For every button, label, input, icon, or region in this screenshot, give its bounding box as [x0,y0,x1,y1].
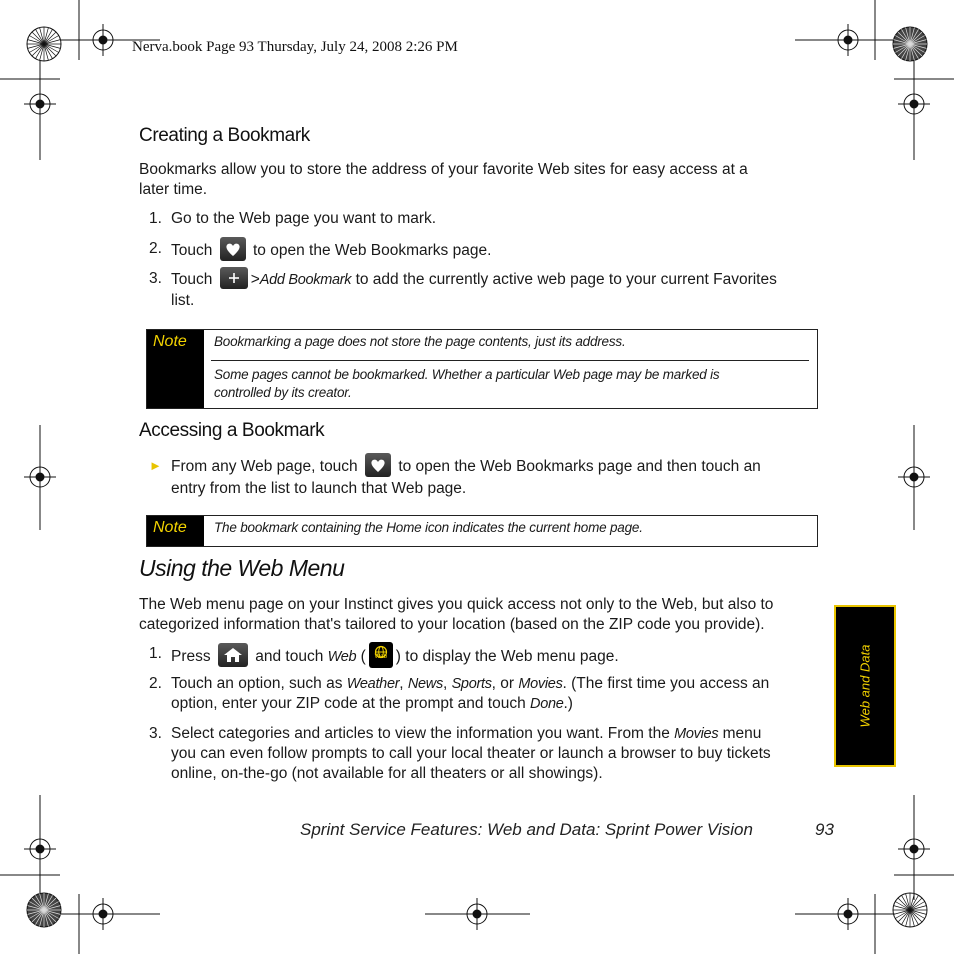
note-line: Some pages cannot be bookmarked. Whether a particular Web page may be marked is [214,367,720,382]
bullet-text [171,455,826,499]
paragraph-web-menu-intro [139,595,829,635]
step-text-post: to add the currently active web page to your current Favorites [355,271,777,289]
step-number: 1. [149,645,162,662]
note-label: Note [147,516,204,546]
step-text: Go to the Web page you want to mark. [171,210,437,227]
comma: , [442,675,448,692]
bookmark-heart-icon [220,237,246,261]
step-text-pre: Select categories and articles to view the information you want. From the [171,725,670,742]
step-text-pre: Touch [171,271,213,289]
paren-open: ( [360,648,366,666]
step-text-post: . (The first time you access an [562,675,770,692]
bullet-text-post: entry from the list to launch that Web page. [171,480,467,497]
step-text-post: ) to display the Web menu page. [395,648,619,666]
intro-line: The Web menu page on your Instinct gives you quick access not only to the Web, but also to [139,596,774,613]
step-text-pre: Touch [171,242,213,260]
step-text-post: to open the Web Bookmarks page. [253,242,492,260]
step-number: 2. [149,240,162,257]
comma: , [399,675,404,692]
intro-line: Bookmarks allow you to store the address of your favorite Web sites for easy access at a [139,161,748,178]
step-text [171,674,826,714]
step-text [171,269,826,311]
step-text-line3: online, on-the-go (not available for all theaters or all showings). [171,765,603,782]
note-text: Bookmarking a page does not store the page contents, just its address. [214,334,626,349]
note-box-home [146,515,818,547]
step-text-post: menu [722,725,762,742]
intro-line: categorized information that's tailored to your location (based on the ZIP code you provide). [139,616,765,633]
step-text [171,644,826,670]
step-text-post: list. [171,292,195,309]
option-news: News [407,676,443,692]
home-icon [218,643,248,667]
heading-using-web-menu: Using the Web Menu [139,555,345,581]
web-label: Web [327,649,357,666]
note-label: Note [147,330,204,408]
step-text [171,724,826,784]
step-text [171,239,826,263]
step-number: 2. [149,675,162,692]
footer-title: Sprint Service Features: Web and Data: Sprint Power Vision [300,820,753,839]
done-label: Done [530,696,564,712]
heading-creating-bookmark: Creating a Bookmark [139,125,310,146]
note-text [214,366,809,402]
header-stamp: Nerva.book Page 93 Thursday, July 24, 2008 2:26 PM [132,39,458,55]
note-divider [211,360,809,361]
step-number: 3. [149,725,162,742]
step-number: 1. [149,210,162,227]
plus-icon [220,267,248,289]
step-text-pre: Touch an option, such as [171,675,343,692]
side-tab-web-and-data [834,605,896,767]
option-weather: Weather [346,676,400,692]
bullet-text-post: to open the Web Bookmarks page and then touch an [398,458,761,476]
option-movies: Movies [518,676,563,692]
intro-line: later time. [139,181,208,198]
add-bookmark-label: Add Bookmark [259,272,352,289]
side-tab-label: Web and Data [857,644,873,728]
heading-accessing-bookmark: Accessing a Bookmark [139,420,325,441]
comma-or: , or [491,675,515,692]
step-number: 3. [149,270,162,287]
note-text: The bookmark containing the Home icon indicates the current home page. [214,520,643,535]
step-text-line2: you can even follow prompts to call your local theater or launch a browser to buy tickets [171,745,771,762]
note-line: controlled by its creator. [214,385,352,400]
page-number: 93 [815,820,834,839]
web-globe-icon [369,642,393,668]
step-text-pre: Press [171,648,211,666]
step-text-mid: and touch [255,648,324,666]
step-text-end: .) [563,695,573,712]
web-icon-caption: Web [374,654,387,660]
option-sports: Sports [451,676,492,692]
menu-separator: > [250,271,260,289]
bullet-arrow-icon: ► [149,458,162,473]
step-text-line2: option, enter your ZIP code at the prompt and touch [171,695,526,712]
paragraph-bookmarks-intro [139,160,829,200]
movies-label: Movies [674,726,719,742]
note-box-bookmarking [146,329,818,409]
bullet-text-pre: From any Web page, touch [171,458,358,476]
bookmark-heart-icon [365,453,391,477]
